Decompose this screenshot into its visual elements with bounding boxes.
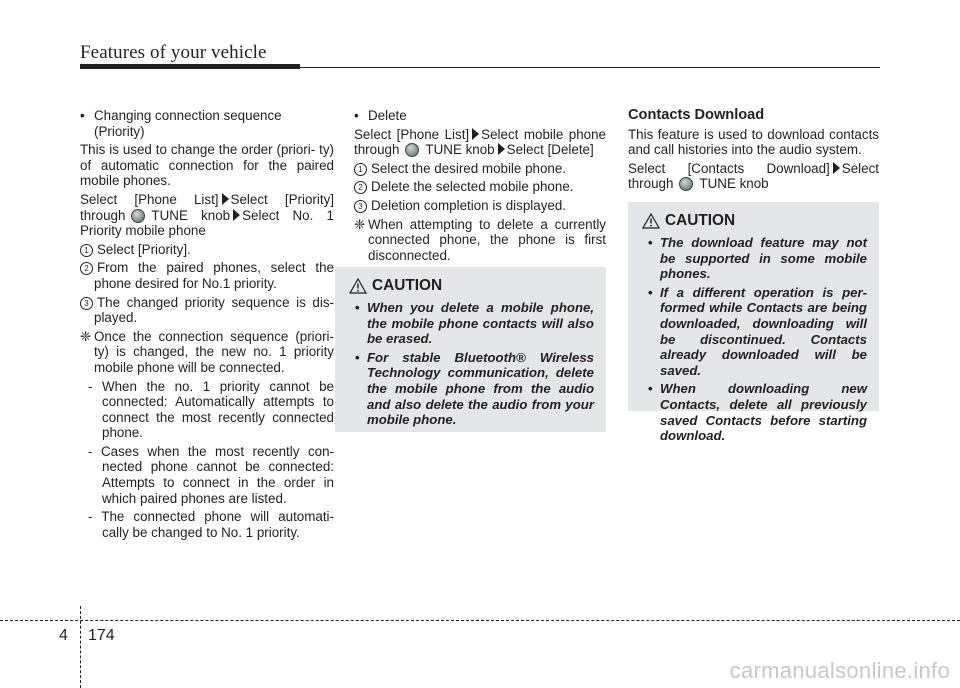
chapter-number: 4 (59, 627, 68, 644)
caution-box-contacts (628, 202, 879, 444)
arrow-right-icon (472, 128, 479, 140)
bullet-title-line2: (Priority) (94, 123, 145, 139)
path-tune-knob: TUNE knob (151, 207, 231, 223)
step-text: Select [Priority]. (97, 241, 191, 257)
step-number-icon: 1 (354, 163, 367, 176)
caution-list (642, 235, 867, 444)
page-title: Features of your vehicle (80, 42, 267, 63)
warning-triangle-icon (349, 278, 367, 294)
path-through: through (354, 142, 400, 158)
caution-item: • When downloading new Contacts, delete all previously saved Contacts before starting download. (642, 381, 867, 443)
path-select-no1: Select No. 1 (242, 207, 334, 223)
section-heading: Contacts Download (628, 107, 765, 123)
caution-box-delete (335, 267, 606, 432)
step-number-icon: 3 (354, 200, 367, 213)
bullet-dot: • (80, 108, 85, 123)
warning-triangle-icon (642, 213, 660, 229)
path-through: through (628, 176, 674, 192)
header-rule-thick (80, 64, 300, 69)
footer-divider (80, 606, 81, 688)
step-text: The changed priority sequence is dis- played. (94, 294, 334, 326)
caution-title: CAUTION (372, 277, 443, 294)
column-contacts (628, 108, 879, 195)
path-phone-list: Select [Phone List] (80, 191, 219, 207)
arrow-right-icon (233, 209, 240, 221)
caution-item: • The download feature may not be supported in some mobile phones. (642, 235, 867, 282)
tune-knob-icon (405, 143, 419, 157)
note-mark-icon: ❈ (354, 216, 366, 232)
priority-subitem-1: - When the no. 1 priority cannot be connected: Automatically attempts to connect the most recently connected phone. (88, 378, 334, 441)
caution-item: • If a different operation is per- formed while Contacts are being downloaded, downloading will be discontinued. Contacts already downloaded will be saved. (642, 285, 867, 379)
path-select-priority: Select [Priority] (230, 191, 335, 207)
bullet-title-line1: Changing connection sequence (94, 108, 282, 123)
step-number-icon: 2 (80, 262, 93, 275)
step-text: Select the desired mobile phone. (371, 160, 567, 176)
path-select: Select (841, 160, 879, 176)
caution-item: • For stable Bluetooth® Wireless Technology communication, delete the mobile phone from the audio and also delete the audio from your mobile phone. (349, 350, 594, 428)
step-number-icon: 2 (354, 181, 367, 194)
arrow-right-icon (833, 162, 840, 174)
path-phone-list: Select [Phone List] (354, 126, 470, 142)
step-number-icon: 3 (80, 297, 93, 310)
step-number-icon: 1 (80, 244, 93, 257)
tune-knob-icon (679, 177, 693, 191)
step-text: Delete the selected mobile phone. (371, 179, 574, 195)
caution-header (349, 277, 594, 295)
priority-intro: This is used to change the order (priori- ty) of automatic connection for the paired mobile phones. (80, 142, 334, 189)
delete-step-2 (354, 179, 606, 195)
path-contacts-download: Select [Contacts Download] (628, 160, 830, 176)
path-priority-phone: Priority mobile phone (80, 223, 206, 239)
column-delete (354, 108, 606, 266)
delete-path (354, 127, 606, 158)
priority-path (80, 192, 334, 239)
note-mark-icon: ❈ (80, 328, 92, 344)
bullet-dot: • (354, 108, 359, 123)
delete-step-3 (354, 198, 606, 214)
caution-title: CAUTION (665, 212, 736, 229)
priority-step-2 (80, 260, 334, 291)
step-text: From the paired phones, select the phone desired for No.1 priority. (94, 260, 334, 291)
caution-header (642, 212, 867, 230)
contacts-intro: This feature is used to download contacts and call histories into the audio system. (628, 126, 879, 158)
page-number: 174 (88, 627, 115, 644)
arrow-right-icon (222, 193, 229, 205)
path-tune-knob: TUNE knob (425, 142, 495, 158)
bullet-title: Delete (368, 108, 407, 123)
contacts-path (628, 161, 879, 192)
bullet-priority-title (80, 108, 334, 139)
bullet-delete-title (354, 108, 606, 124)
priority-note (80, 329, 334, 376)
arrow-right-icon (498, 143, 505, 155)
priority-subitem-3: - The connected phone will automati- cally be changed to No. 1 priority. (88, 509, 334, 540)
path-tune-knob: TUNE knob (699, 176, 769, 192)
priority-step-1 (80, 242, 334, 258)
tune-knob-icon (131, 209, 145, 223)
delete-note (354, 217, 606, 264)
footer-rule (0, 620, 960, 621)
watermark: carmanualsonline.info (729, 658, 950, 683)
caution-list (349, 300, 594, 428)
step-text: Deletion completion is displayed. (371, 197, 567, 213)
note-text: When attempting to delete a currently connected phone, the phone is first disconnected. (368, 216, 606, 263)
note-text: Once the connection sequence (priori- ty) is changed, the new no. 1 priority mobile phone will be connected. (94, 328, 334, 375)
path-select-delete: Select [Delete] (506, 142, 594, 158)
path-select-phone: Select mobile phone (481, 126, 606, 142)
delete-step-1 (354, 161, 606, 177)
path-through: through (80, 207, 126, 223)
priority-step-3 (80, 295, 334, 326)
priority-subitem-2: - Cases when the most recently con- nected phone cannot be connected: Attempts to connect in the order in which paired phones are listed. (88, 443, 334, 506)
caution-item: • When you delete a mobile phone, the mobile phone contacts will also be erased. (349, 300, 594, 347)
column-priority (80, 108, 334, 543)
header-rule-thin (300, 67, 880, 68)
